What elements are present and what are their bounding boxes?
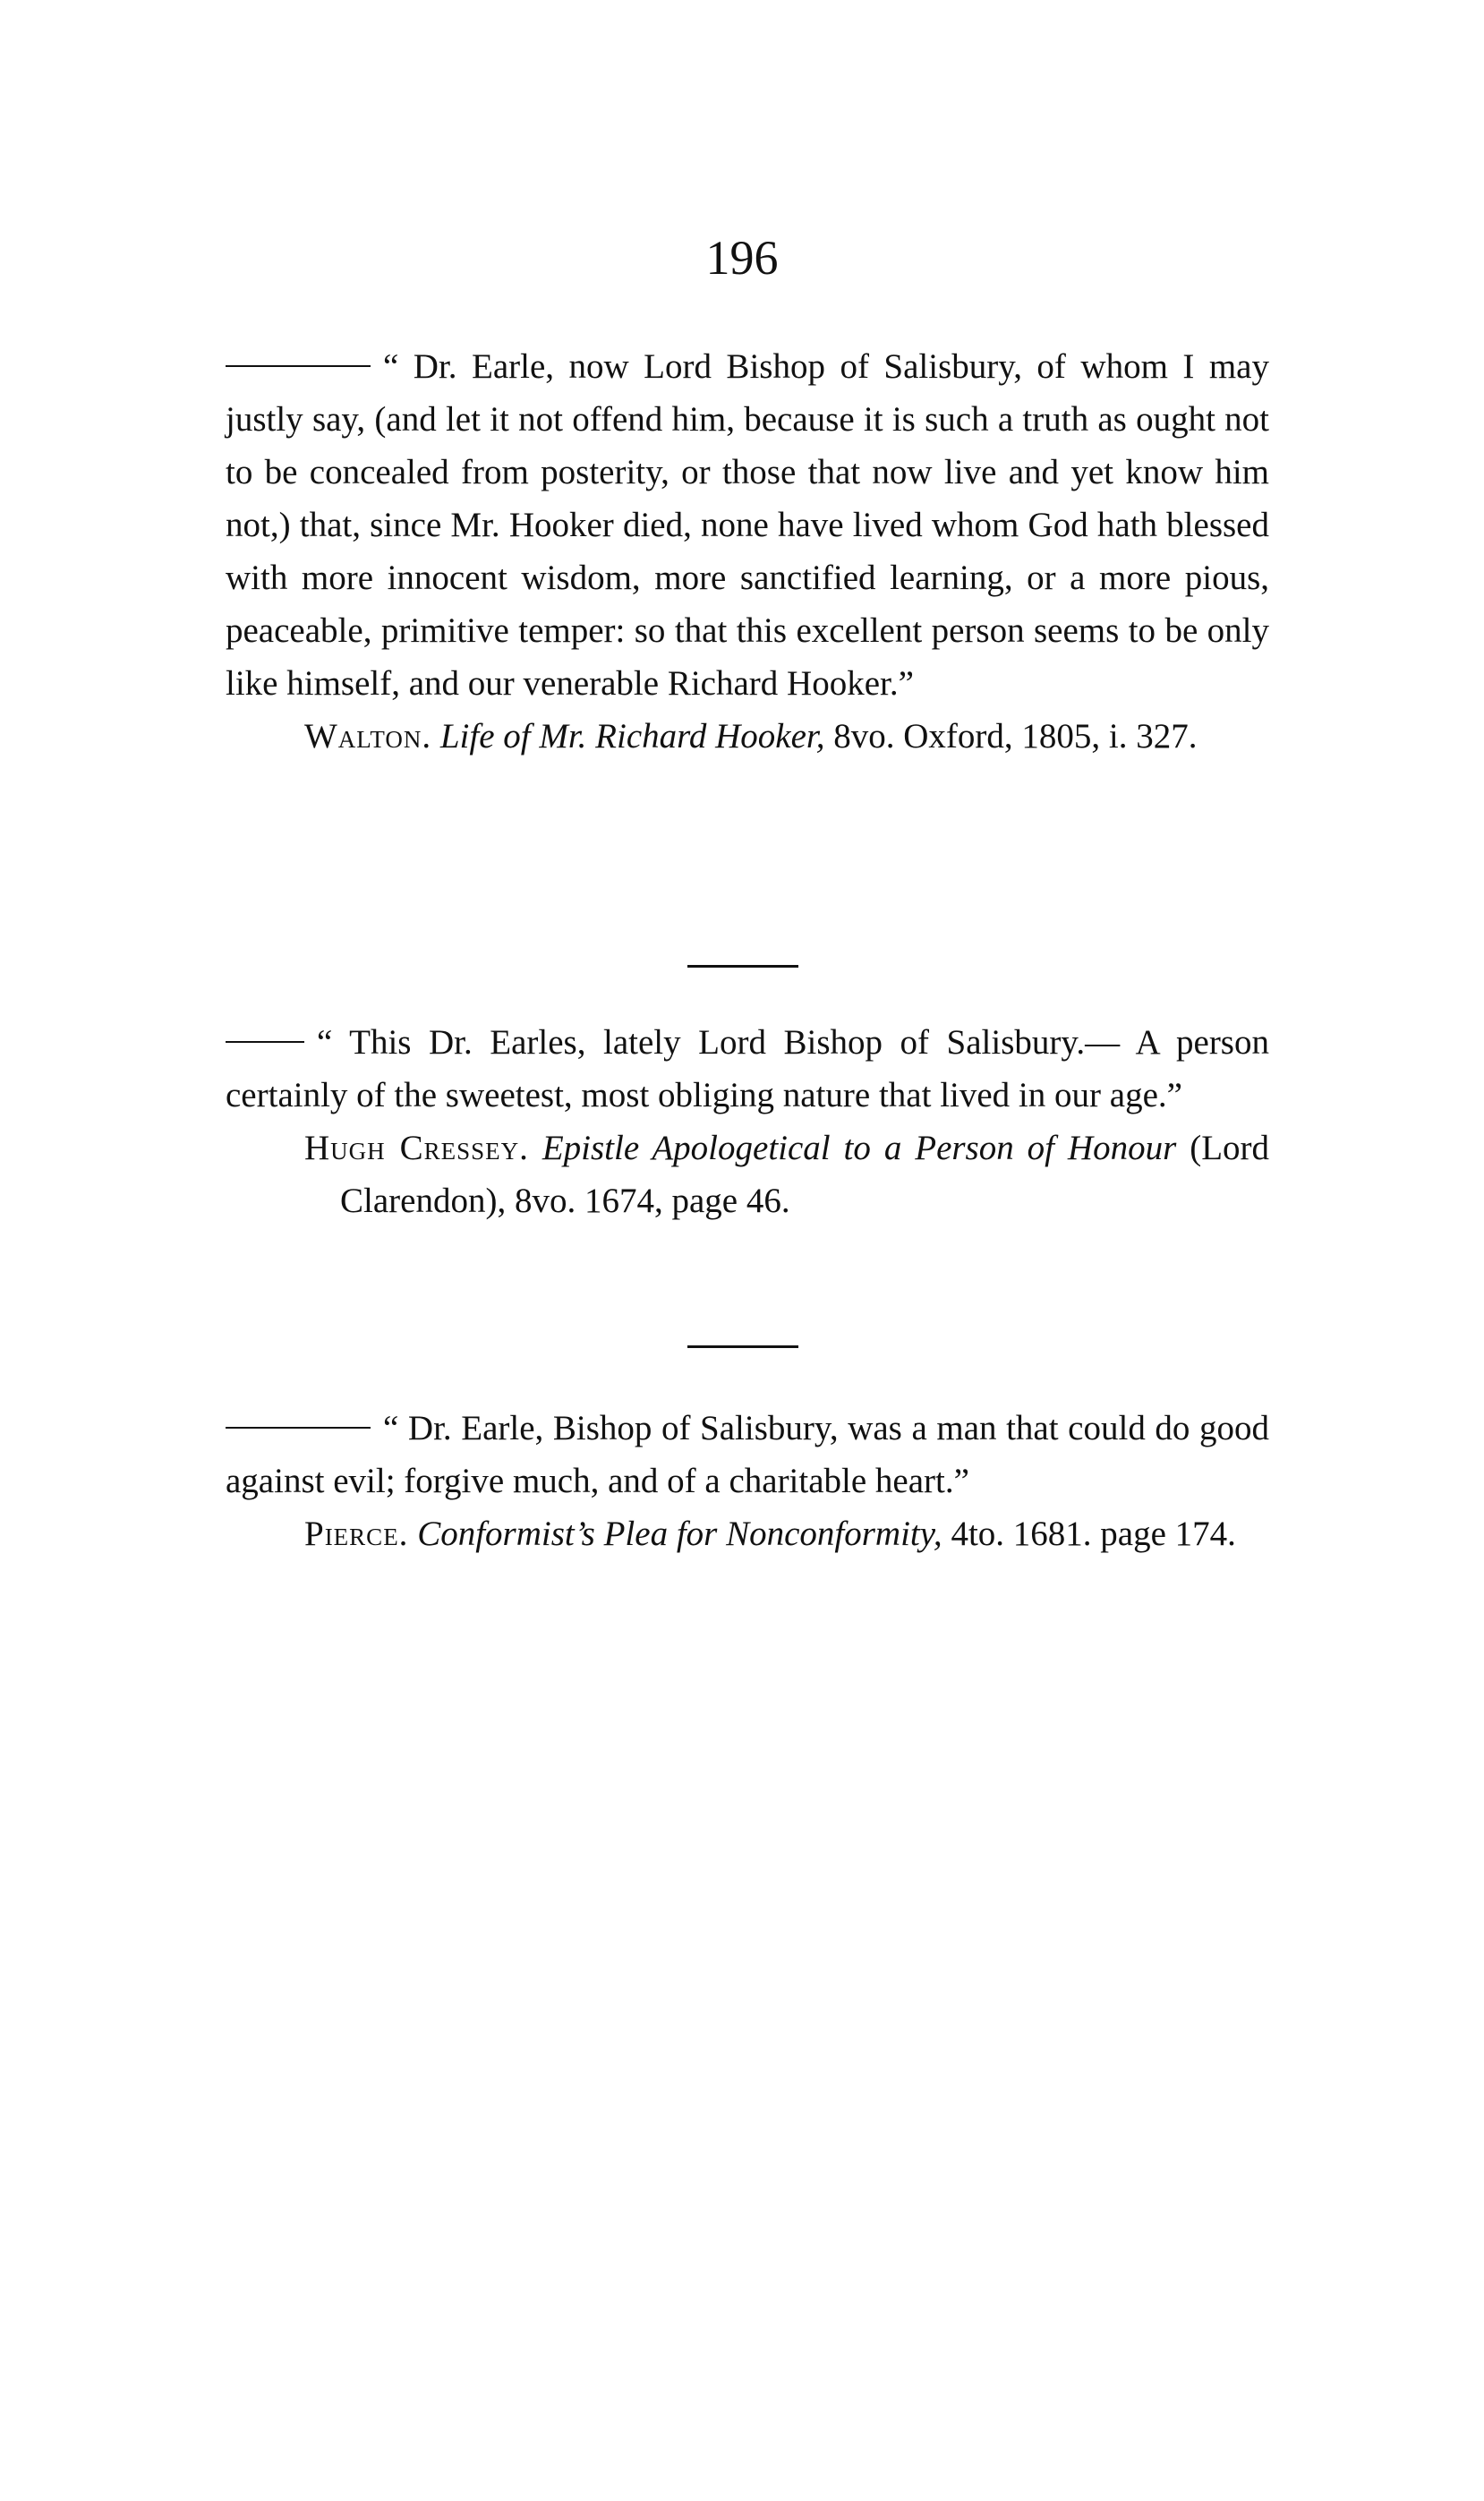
- section-divider: [687, 1345, 798, 1348]
- citation-details: (Lord Clarendon), 8vo. 1674, page 46.: [340, 1129, 1270, 1220]
- quotation-entry: [226, 1016, 1269, 1227]
- quotation-body: “ Dr. Earle, Bishop of Salisbury, was a man that could do good against evil; forgive much, and of a charitable heart.”: [226, 1409, 1269, 1500]
- quotation-entry: [226, 340, 1269, 763]
- em-rule: [226, 365, 371, 367]
- citation-details: 8vo. Oxford, 1805, i. 327.: [833, 717, 1198, 755]
- quotation-body: “ This Dr. Earles, lately Lord Bishop of Salisbury.— A person certainly of the sweetest, most obliging nature that lived in our age.”: [226, 1023, 1269, 1114]
- citation-details: 4to. 1681. page 174.: [951, 1515, 1236, 1553]
- quotation-text: [226, 340, 1269, 710]
- em-rule: [226, 1041, 304, 1043]
- citation-author: Walton.: [304, 717, 432, 755]
- citation-author: Pierce.: [304, 1515, 409, 1553]
- citation: [226, 710, 1269, 763]
- citation-work: Conformist’s Plea for Nonconformity,: [417, 1515, 942, 1553]
- page-number: 196: [705, 231, 779, 285]
- citation: [226, 1507, 1269, 1560]
- citation-author: Hugh Cressey.: [304, 1129, 529, 1167]
- citation-work: Life of Mr. Richard Hooker,: [439, 717, 825, 755]
- quotation-text: [226, 1016, 1269, 1122]
- citation-work: Epistle Apologetical to a Person of Honour: [542, 1129, 1177, 1167]
- quotation-body: “ Dr. Earle, now Lord Bishop of Salisbury, of whom I may justly say, (and let it not offend him, because it is such a truth as ought not to be concealed from posterity, or those that now live and yet know him not,) that, since Mr. Hooker died, none have lived whom God hath blessed with more innocent wisdom, more sanctified learning, or a more pious, peaceable, primitive temper: so that this excellent person seems to be only like himself, and our venerable Richard Hooker.”: [226, 347, 1269, 703]
- quotation-entry: [226, 1402, 1269, 1560]
- em-rule: [226, 1427, 371, 1429]
- citation: [226, 1122, 1269, 1227]
- section-divider: [687, 965, 798, 968]
- quotation-text: [226, 1402, 1269, 1507]
